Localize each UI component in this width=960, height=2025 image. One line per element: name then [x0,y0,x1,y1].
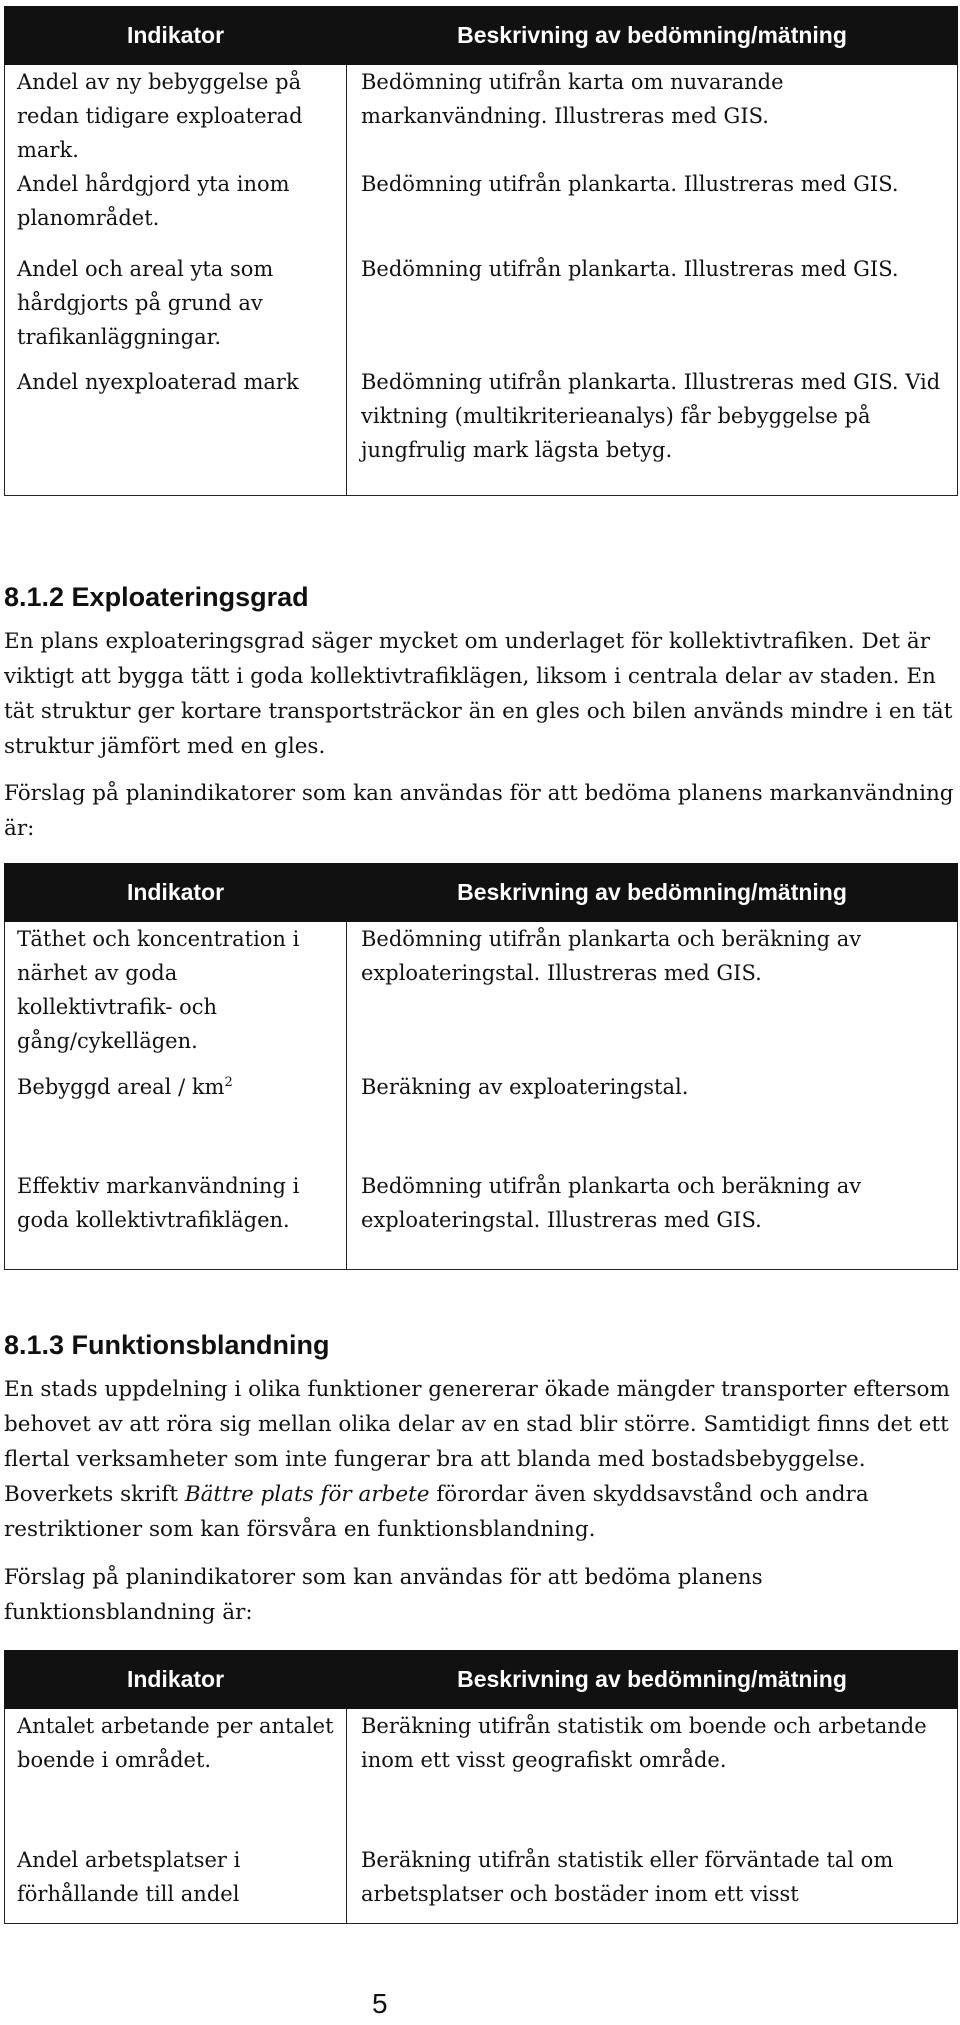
indicator-cell: Andel av ny bebyggelse på redan tidigare exploaterad mark. [5,65,347,168]
indicator-cell: Andel och areal yta som hårdgjorts på grund av trafikanläggningar. [5,252,347,365]
section-intro: Förslag på planindikatorer som kan användas för att bedöma planens funktionsblandning är: [4,1565,763,1625]
table-row [5,365,958,496]
table-header-indikator: Indikator [5,7,347,65]
section-heading-funktionsblandning: 8.1.3 Funktionsblandning [4,1330,330,1360]
section-intro: Förslag på planindikatorer som kan användas för att bedöma planens markanvändning är: [4,781,954,841]
indicator-cell: Effektiv markanvändning i goda kollektivtrafiklägen. [5,1169,347,1270]
description-cell: Bedömning utifrån plankarta och beräkning av exploateringstal. Illustreras med GIS. [347,922,958,1071]
description-cell: Beräkning utifrån statistik eller förväntade tal om arbetsplatser och bostäder inom ett visst [347,1843,958,1924]
indicator-table-1 [4,6,958,496]
section-paragraph [4,1372,954,1547]
description-cell: Beräkning av exploateringstal. [347,1070,958,1169]
table-header-beskrivning: Beskrivning av bedömning/mätning [347,7,958,65]
section-heading-exploateringsgrad: 8.1.2 Exploateringsgrad [4,582,309,612]
table-header-beskrivning: Beskrivning av bedömning/mätning [347,864,958,922]
indicator-cell: Andel arbetsplatser i förhållande till andel [5,1843,347,1924]
table-row [5,1070,958,1169]
table-row [5,252,958,365]
table-row [5,922,958,1071]
description-cell: Bedömning utifrån plankarta. Illustreras med GIS. Vid viktning (multikriterieanalys) får bebyggelse på jungfrulig mark lägsta betyg. [347,365,958,496]
description-cell: Bedömning utifrån plankarta och beräkning av exploateringstal. Illustreras med GIS. [347,1169,958,1270]
description-cell: Bedömning utifrån karta om nuvarande markanvändning. Illustreras med GIS. [347,65,958,168]
table-header-indikator: Indikator [5,864,347,922]
description-cell: Beräkning utifrån statistik om boende och arbetande inom ett visst geografiskt område. [347,1709,958,1844]
indicator-cell: Täthet och koncentration i närhet av goda kollektivtrafik- och gång/cykellägen. [5,922,347,1071]
page-number: 5 [372,1988,388,2019]
indicator-cell: Andel hårdgjord yta inom planområdet. [5,167,347,252]
table-row [5,167,958,252]
section-paragraph: En plans exploateringsgrad säger mycket om underlaget för kollektivtrafiken. Det är viktigt att bygga tätt i goda kollektivtrafiklägen, liksom i centrala delar av staden. En tät struktur ger kortare transportsträckor än en gles och bilen används mindre i en tät struktur jämfört med en gles. [4,629,953,759]
indicator-cell: Antalet arbetande per antalet boende i området. [5,1709,347,1844]
superscript: 2 [224,1075,233,1090]
indicator-table-2 [4,863,958,1270]
table-row [5,1169,958,1270]
publication-title: Bättre plats för arbete [184,1482,430,1507]
table-row [5,65,958,168]
table-header-indikator: Indikator [5,1651,347,1709]
indicator-cell [5,1070,347,1169]
description-cell: Bedömning utifrån plankarta. Illustreras med GIS. [347,252,958,365]
paragraph-text: En stads uppdelning i olika funktioner genererar ökade mängder transporter eftersom behovet av att röra sig mellan olika delar av en stad blir större. Samtidigt finns det ett flertal verksamheter som inte fungerar bra att blanda med bostadsbebyggelse. Boverkets skrift [4,1377,950,1507]
table-row [5,1843,958,1924]
table-header-beskrivning: Beskrivning av bedömning/mätning [347,1651,958,1709]
indicator-table-3 [4,1650,958,1924]
description-cell: Bedömning utifrån plankarta. Illustreras med GIS. [347,167,958,252]
table-row [5,1709,958,1844]
paragraph-text: förordar även skyddsavstånd och andra restriktioner som kan försvåra en funktionsblandning. [4,1482,869,1542]
indicator-cell: Andel nyexploaterad mark [5,365,347,496]
indicator-text: Bebyggd areal / km [17,1075,225,1099]
